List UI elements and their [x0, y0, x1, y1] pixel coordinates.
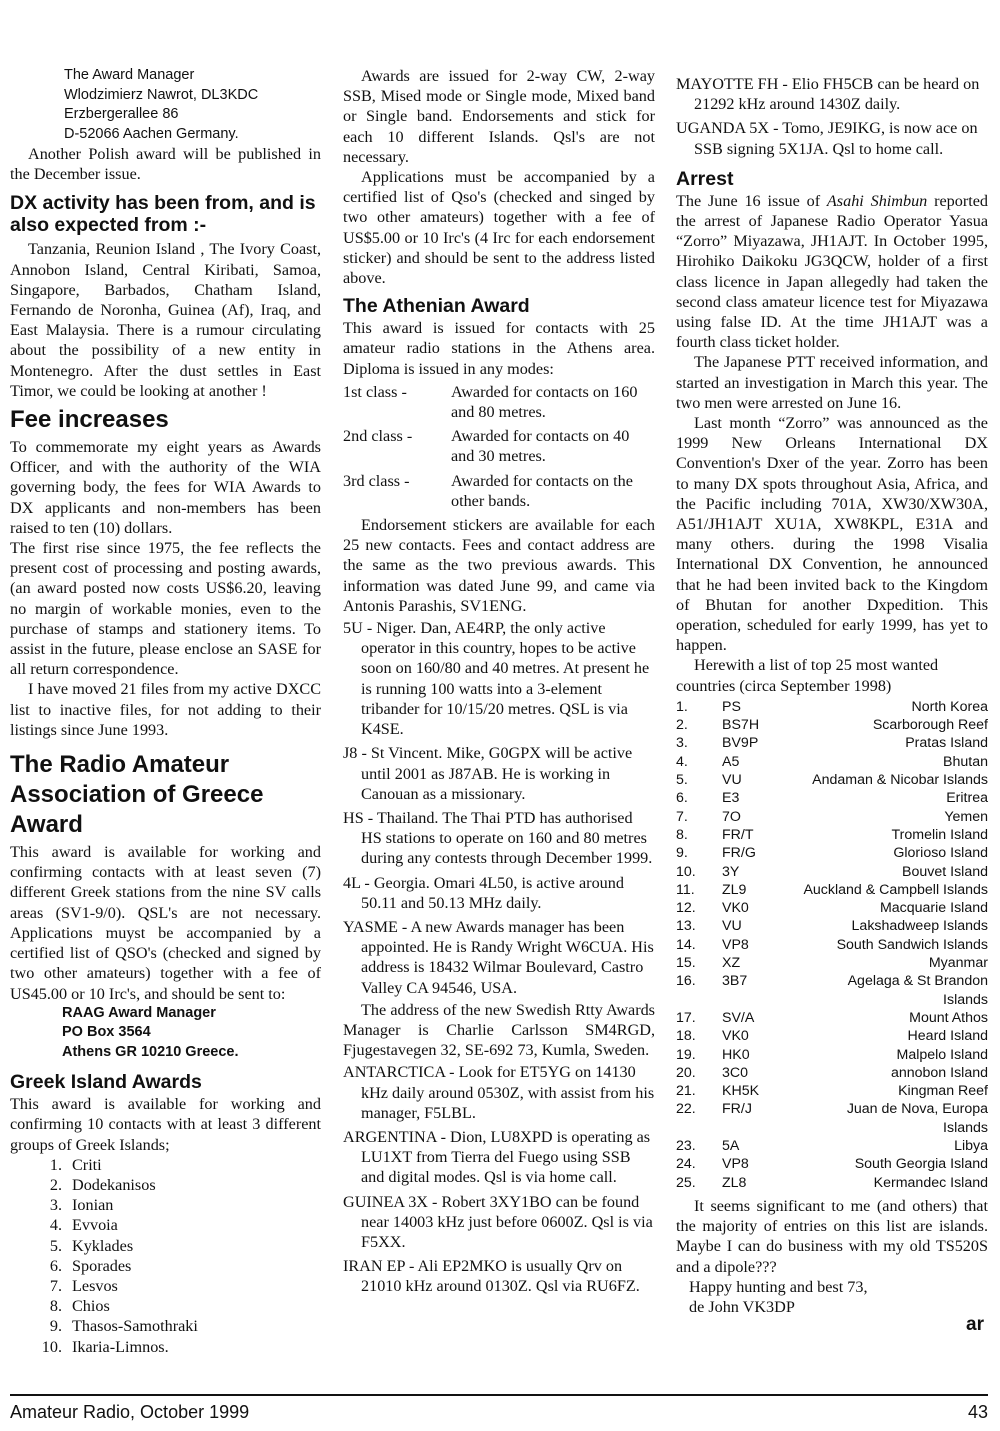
table-row: 18. VK0 Heard Island	[676, 1028, 988, 1045]
awards-paragraph-2: Applications must be accompanied by a certified list of Qso's (checked and singed by two other amateurs) together with a fee of US$5.00 or 10 Irc's (4 Irc for each endorsement sticker) and should be sent to the address listed above.	[343, 168, 655, 288]
publication-title: Amateur Radio, October 1999	[10, 1402, 250, 1422]
end-mark: ar	[966, 1314, 984, 1336]
table-row: 1. PS North Korea	[676, 698, 988, 715]
table-row: 13. VU Lakshadweep Islands	[676, 918, 988, 935]
polish-note: Another Polish award will be published in the December issue.	[10, 145, 321, 184]
dx-item: ARGENTINA - Dion, LU8XPD is operating as LU1XT from Tierra del Fuego using SSB and digital modes. Qsl is via home call.	[343, 1127, 651, 1187]
list-item: 1. Criti	[49, 1155, 102, 1174]
page-footer	[10, 1394, 988, 1423]
table-row: 23. 5A Libya	[676, 1138, 988, 1155]
table-row: 10. 3Y Bouvet Island	[676, 863, 988, 880]
address-line: Wlodzimierz Nawrot, DL3KDC	[64, 86, 259, 103]
arrest-heading: Arrest	[676, 167, 734, 190]
arrest-paragraph-3: Last month “Zorro” was announced as the 1999 New Orleans International DX Convention's Dxer of the year. Zorro has been to many DX spots throughout Asia, Africa, and the Pacific including 701A, XW30/XW30A, A51/JH1AJT XU1A, XW8KPL, E31A and many others. during the 1998 Visalia International DX Convention, he announced that he had been invited back to the Kingdom of Bhutan for another Dxpedition. This operation, scheduled for early 1999, has yet to happen.	[676, 414, 988, 655]
class-list	[343, 382, 655, 511]
table-row: 17. SV/A Mount Athos	[676, 1009, 988, 1026]
endorsement-text: Endorsement stickers are available for each 25 new contacts. Fees and contact address are the same as the two previous awards. This information was dated June 99, and came via Antonis Parashis, SV1ENG.	[343, 516, 655, 615]
raag-address	[10, 1004, 321, 1063]
list-item: 1st class - Awarded for contacts on 160 and 80 metres.	[343, 382, 638, 422]
table-row: 2. BS7H Scarborough Reef	[676, 717, 988, 734]
table-row: 16. 3B7 Agelaga & St Brandon Islands	[676, 973, 988, 1008]
dx-item: GUINEA 3X - Robert 3XY1BO can be found near 14003 kHz just before 0600Z. Qsl is via F5XX.	[343, 1192, 653, 1251]
page-number: 43	[967, 1402, 988, 1422]
list-item: 5. Kyklades	[49, 1236, 134, 1255]
list-item: 9. Thasos-Samothraki	[49, 1317, 198, 1336]
list-item: 7. Lesvos	[49, 1277, 118, 1296]
dx-item: 5U - Niger. Dan, AE4RP, the only active operator in this country, hopes to be active soon on 160/80 and 40 metres. At present he is running 100 watts into a 3-element tribander for 10/15/20 metres. QSL is via K4SE.	[343, 619, 650, 739]
author-signature: de John VK3DP	[689, 1297, 795, 1316]
list-item: 3. Ionian	[49, 1196, 114, 1215]
table-row: 19. HK0 Malpelo Island	[676, 1046, 988, 1063]
table-row: 7. 7O Yemen	[676, 808, 988, 825]
dx-item: IRAN EP - Ali EP2MKO is usually Qrv on 21010 kHz around 0130Z. Qsl via RU6FZ.	[343, 1257, 640, 1296]
table-row: 8. FR/T Tromelin Island	[676, 826, 988, 843]
dx-item: UGANDA 5X - Tomo, JE9IKG, is now ace on SSB signing 5X1JA. Qsl to home call.	[676, 119, 978, 158]
greek-island-list	[10, 1155, 321, 1357]
table-row: 3. BV9P Pratas Island	[676, 735, 988, 752]
table-row: 5. VU Andaman & Nicobar Islands	[676, 772, 988, 789]
swedish-manager-text: The address of the new Swedish Rtty Awards Manager is Charlie Carlsson SM4RGD, Fjugestavegen 32, SE-692 73, Kumla, Sweden.	[343, 1000, 655, 1060]
fee-increases-heading: Fee increases	[10, 406, 169, 434]
table-row: 9. FR/G Glorioso Island	[676, 845, 988, 862]
greek-island-heading: Greek Island Awards	[10, 1071, 202, 1094]
table-row: 21. KH5K Kingman Reef	[676, 1083, 988, 1100]
table-row: 15. XZ Myanmar	[676, 955, 988, 972]
table-row: 14. VP8 South Sandwich Islands	[676, 936, 988, 953]
list-item: 8. Chios	[49, 1297, 110, 1316]
list-item: 10. Ikaria-Limnos.	[41, 1337, 169, 1356]
arrest-paragraph-1: The June 16 issue of Asahi Shimbun reported the arrest of Japanese Radio Operator Yasua “Zorro” Miyazawa, JH1AJT. In October 1995, Hirohiko Daikoku JG3QCW, holder of a first class licence in Japan allegedly had taken the second class amateur licence test for Miyazawa using false ID. At the time JH1AJT was a fourth class ticket holder.	[676, 191, 989, 352]
dx-item: 4L - Georgia. Omari 4L50, is active around 50.11 and 50.13 MHz daily.	[343, 873, 624, 912]
raag-heading: The Radio Amateur Association of Greece Award	[10, 751, 264, 839]
arrest-paragraph-2: The Japanese PTT received information, and started an investigation in March this year. The two men were arrested on June 16.	[676, 353, 988, 412]
table-row: 24. VP8 South Georgia Island	[676, 1156, 988, 1173]
dx-item: MAYOTTE FH - Elio FH5CB can be heard on 21292 kHz around 1430Z daily.	[676, 75, 980, 114]
address-line: D-52066 Aachen Germany.	[64, 125, 239, 142]
column-2	[343, 66, 655, 1297]
address-line: The Award Manager	[64, 67, 195, 83]
table-row: 11. ZL9 Auckland & Campbell Islands	[676, 881, 988, 898]
table-row: 20. 3C0 annobon Island	[676, 1064, 988, 1081]
table-row: 4. A5 Bhutan	[676, 753, 988, 770]
dx-activity-text: Tanzania, Reunion Island , The Ivory Coast, Annobon Island, Central Kiribati, Samoa, Singapore, Barbados, Chatham Island, Fernando de Noronha, Guinea (Af), Iraq, and East Malaysia. There is a rumour circulating about the possibility of a new entity in Montenegro. After the dust settles in East Timor, we could be looking at another !	[10, 240, 321, 400]
list-item: 3rd class - Awarded for contacts on the other bands.	[343, 471, 633, 510]
wanted-intro: Herewith a list of top 25 most wanted countries (circa September 1998)	[676, 656, 939, 695]
greek-island-text: This award is available for working and confirming 10 contacts with at least 3 different groups of Greek Islands;	[10, 1095, 321, 1154]
closing-text: It seems significant to me (and others) that the majority of entries on this list are islands. Maybe I can do business with my old TS520S and a dipole???	[676, 1196, 988, 1276]
fee-paragraph-3: I have moved 21 files from my active DXCC list to inactive files, for not adding to their listings since June 1993.	[10, 680, 321, 739]
table-row: 25. ZL8 Kermandec Island	[676, 1174, 988, 1191]
award-manager-address	[10, 66, 321, 144]
list-item: 2nd class - Awarded for contacts on 40 and 30 metres.	[343, 427, 630, 466]
dx-item: HS - Thailand. The Thai PTD has authorised HS stations to operate on 160 and 80 metres during any contests through December 1999.	[343, 808, 653, 868]
address-line: PO Box 3564	[62, 1024, 151, 1041]
table-row: 12. VK0 Macquarie Island	[676, 900, 988, 917]
address-line: RAAG Award Manager	[62, 1004, 216, 1021]
most-wanted-list	[676, 698, 988, 1192]
dx-item: ANTARCTICA - Look for ET5YG on 14130 kHz daily around 0530Z, with assist from his manager, F5LBL.	[343, 1063, 655, 1122]
fee-paragraph-1: To commemorate my eight years as Awards Officer, and with the authority of the WIA governing body, the fees for WIA Awards to DX applicants and non-members has been raised to ten (10) dollars.	[10, 438, 321, 537]
awards-paragraph-1: Awards are issued for 2-way CW, 2-way SSB, Mised mode or Single mode, Mixed band or Single band. Endorsements and stick for each 10 different Islands. Qsl's are not necessary.	[343, 67, 655, 166]
dx-item: YASME - A new Awards manager has been appointed. He is Randy Wright W6CUA. His address is 18432 Wilmar Boulevard, Castro Valley CA 94546, USA.	[343, 917, 654, 997]
raag-text: This award is available for working and confirming contacts with at least seven (7) different Greek stations from the nine SV calls areas (SV1-9/0). QSL's are not necessary. Applications muyst be accompanied by a certified list of QSO's (checked and signed by two other amateurs) together with a fee of US45.00 or 10 Irc's, and should be sent to:	[10, 843, 321, 1003]
athenian-text: This award is issued for contacts with 25 amateur radio stations in the Athens area. Diploma is issued in any modes:	[343, 319, 655, 378]
address-line: Athens GR 10210 Greece.	[62, 1043, 239, 1060]
signoff-line: Happy hunting and best 73,	[689, 1277, 868, 1296]
address-line: Erzbergerallee 86	[64, 106, 179, 122]
fee-paragraph-2: The first rise since 1975, the fee reflects the present cost of processing and posting awards, (an award posted now costs US$6.20, leaving no margin of workable monies, even to the purchase of stamps and stationery items. To assist in the future, please enclose an SASE for all return correspondence.	[10, 539, 321, 679]
column-3	[676, 74, 988, 1335]
column-1	[10, 66, 321, 1357]
athenian-award-heading: The Athenian Award	[343, 295, 530, 318]
table-row: 6. E3 Eritrea	[676, 790, 988, 807]
table-row: 22. FR/J Juan de Nova, Europa Islands	[676, 1101, 988, 1136]
dx-item: J8 - St Vincent. Mike, G0GPX will be active until 2001 as J87AB. He is working in Canouan as a missionary.	[343, 744, 633, 803]
dx-activity-heading: DX activity has been from, and is also expected from :-	[10, 192, 316, 237]
list-item: 2. Dodekanisos	[49, 1176, 156, 1195]
list-item: 6. Sporades	[49, 1256, 132, 1275]
list-item: 4. Evvoia	[49, 1216, 118, 1235]
